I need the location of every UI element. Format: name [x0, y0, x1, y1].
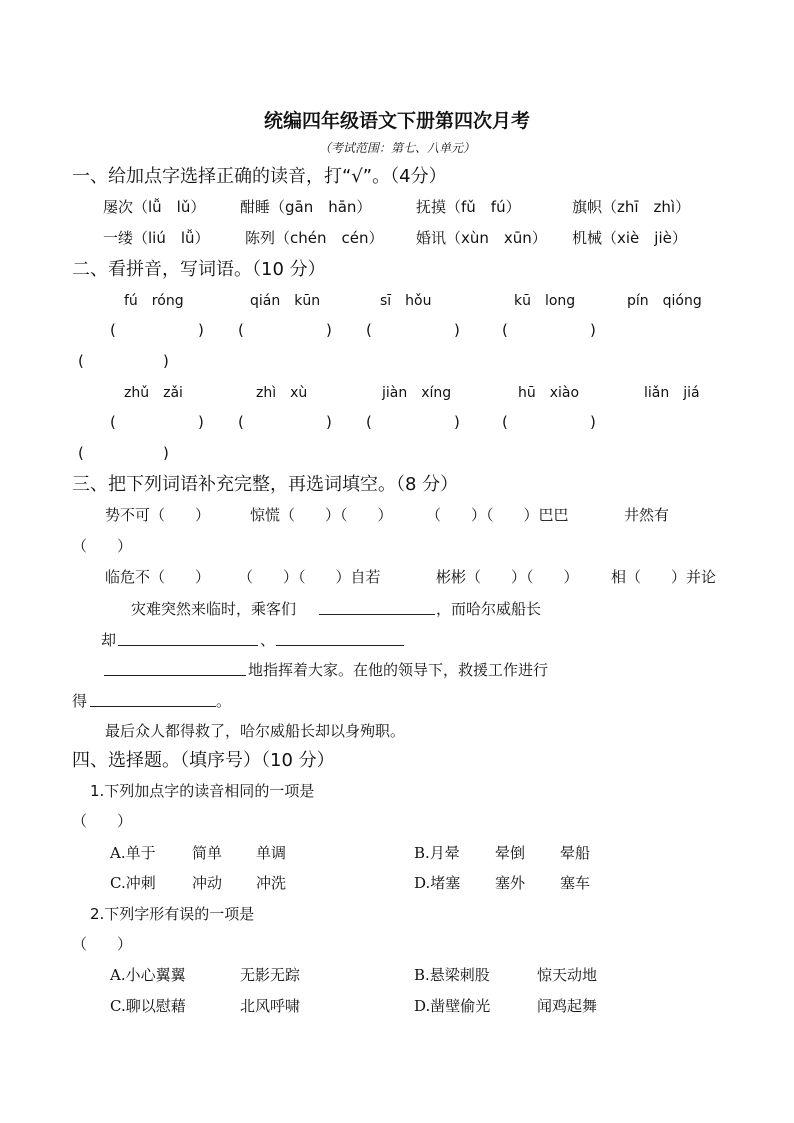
answer-paren-close: ) [326, 413, 332, 431]
fill-text: 最后众人都得救了，哈尔威船长却以身殉职。 [105, 722, 406, 740]
option-word: 简单 [192, 844, 223, 862]
answer-paren-open: ( [502, 321, 508, 339]
pinyin-item: sī hǒu [380, 293, 432, 309]
blank-line[interactable] [90, 690, 216, 707]
s1-item: 屡次（lǚ lǔ） [103, 198, 206, 216]
section-4-heading: 四、选择题。（填序号）（10 分） [72, 750, 335, 771]
answer-blank: （ ） [72, 812, 133, 830]
answer-paren-open: ( [238, 413, 244, 431]
option-word: 无影无踪 [240, 966, 301, 984]
pinyin-item: hū xiào [518, 385, 580, 401]
fill-text: 、 [260, 631, 276, 649]
option-word: 冲洗 [256, 874, 287, 892]
pinyin-item: zhì xù [256, 385, 308, 401]
answer-paren-open: ( [366, 413, 372, 431]
option-word: 冲动 [192, 874, 223, 892]
s3-word: 彬彬（ ）（ ） [436, 568, 579, 586]
s3-word: 临危不（ ） [105, 568, 211, 586]
option-word: 塞车 [560, 874, 591, 892]
fill-text: 得 [72, 692, 88, 710]
s3-word: （ ）（ ）自若 [238, 568, 381, 586]
blank-line[interactable] [104, 659, 246, 676]
option-c: C.聊以慰藉 [110, 997, 186, 1015]
s1-item: 旗帜（zhī zhì） [572, 198, 691, 216]
answer-paren-close: ) [326, 321, 332, 339]
option-word: 北风呼啸 [240, 997, 301, 1015]
option-b: B.月晕 [414, 844, 460, 862]
blank-line[interactable] [118, 629, 258, 646]
s1-item: 机械（xiè jiè） [572, 229, 687, 247]
question-1: 1.下列加点字的读音相同的一项是 [90, 782, 315, 800]
answer-paren-close: ) [454, 321, 460, 339]
s1-item: 一缕（liú lǚ） [103, 229, 210, 247]
blank-line[interactable] [319, 598, 435, 615]
option-word: 塞外 [495, 874, 526, 892]
answer-paren-close: ) [198, 321, 204, 339]
answer-paren-open: ( [78, 352, 84, 370]
s1-item: 婚讯（xùn xūn） [416, 229, 547, 247]
exam-title: 统编四年级语文下册第四次月考 [263, 110, 530, 132]
option-b: B.悬梁刺股 [414, 966, 490, 984]
answer-paren-open: ( [110, 321, 116, 339]
question-2: 2.下列字形有误的一项是 [90, 905, 255, 923]
fill-text: 灾难突然来临时，乘客们 [131, 600, 297, 618]
s1-item: 抚摸（fǔ fú） [416, 198, 521, 216]
answer-paren-close: ) [163, 352, 169, 370]
s3-word: 相（ ）并论 [611, 568, 717, 586]
answer-paren-close: ) [590, 413, 596, 431]
fill-text: 。 [216, 692, 232, 710]
fill-text: 却 [101, 631, 117, 649]
option-a: A.小心翼翼 [110, 966, 186, 984]
option-word: 单调 [256, 844, 287, 862]
exam-subtitle: （考试范围：第七、八单元） [318, 141, 475, 155]
pinyin-item: kū long [514, 293, 576, 309]
pinyin-item: zhǔ zǎi [124, 385, 183, 401]
section-2-heading: 二、看拼音，写词语。（10 分） [72, 259, 326, 280]
answer-paren-close: ) [163, 444, 169, 462]
s3-word: （ ） [72, 537, 133, 555]
fill-text: 地指挥着大家。在他的领导下，救援工作进行 [248, 661, 549, 679]
answer-paren-open: ( [502, 413, 508, 431]
answer-paren-open: ( [366, 321, 372, 339]
answer-paren-open: ( [238, 321, 244, 339]
s1-item: 酣睡（gān hān） [240, 198, 372, 216]
pinyin-item: jiàn xíng [382, 385, 452, 401]
s1-item: 陈列（chén cén） [245, 229, 384, 247]
answer-paren-close: ) [454, 413, 460, 431]
blank-line[interactable] [276, 629, 404, 646]
answer-paren-close: ) [198, 413, 204, 431]
option-a: A.单于 [110, 844, 156, 862]
section-3-heading: 三、把下列词语补充完整，再选词填空。（8 分） [72, 474, 459, 495]
pinyin-item: fú róng [124, 293, 184, 309]
option-d: D.堵塞 [414, 874, 461, 892]
pinyin-item: pín qióng [627, 293, 702, 309]
section-1-heading: 一、给加点字选择正确的读音，打“√”。（4分） [72, 166, 447, 187]
s3-word: 势不可（ ） [105, 506, 211, 524]
option-word: 惊天动地 [537, 966, 598, 984]
s3-word: 井然有 [624, 506, 670, 524]
s3-word: 惊慌（ ）（ ） [250, 506, 393, 524]
option-word: 晕倒 [495, 844, 526, 862]
answer-paren-close: ) [590, 321, 596, 339]
option-word: 闻鸡起舞 [537, 997, 598, 1015]
answer-paren-open: ( [110, 413, 116, 431]
answer-paren-open: ( [78, 444, 84, 462]
option-d: D.凿壁偷光 [414, 997, 491, 1015]
s3-word: （ ）（ ）巴巴 [426, 506, 569, 524]
answer-blank: （ ） [72, 935, 133, 953]
fill-text: ，而哈尔威船长 [436, 600, 542, 618]
pinyin-item: liǎn jiá [644, 385, 700, 401]
option-word: 晕船 [560, 844, 591, 862]
option-c: C.冲刺 [110, 874, 156, 892]
pinyin-item: qián kūn [250, 293, 321, 309]
